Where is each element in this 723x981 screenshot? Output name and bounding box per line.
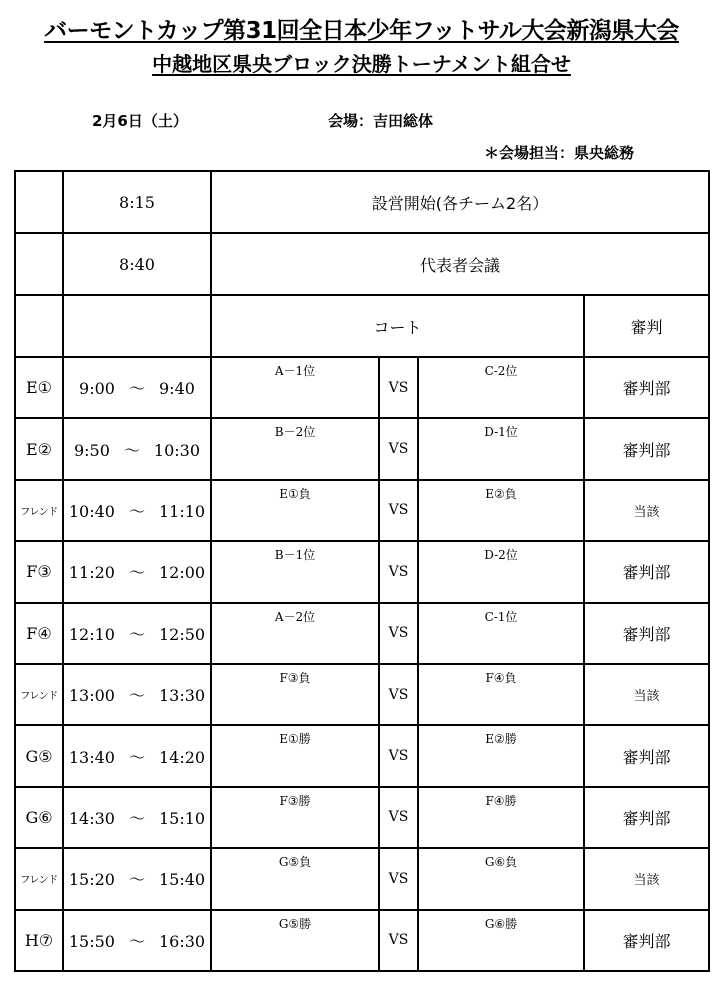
event-venue: 会場：吉田総体 xyxy=(328,112,434,130)
referee: 当該 xyxy=(584,848,709,909)
document-subtitle: 中越地区県央ブロック決勝トーナメント組合せ xyxy=(152,52,571,76)
match-id: E① xyxy=(15,357,63,418)
match-id: E② xyxy=(15,418,63,479)
schedule-table xyxy=(14,170,710,972)
header-time-cell xyxy=(63,295,211,357)
team-b: C-2位 xyxy=(418,357,584,418)
end-time: 11:10 xyxy=(159,501,206,521)
match-row xyxy=(15,418,709,479)
referee: 審判部 xyxy=(584,418,709,479)
end-time: 10:30 xyxy=(153,440,201,460)
venue-manager: ＊会場担当：県央総務 xyxy=(484,144,635,162)
match-row xyxy=(15,480,709,541)
referee: 審判部 xyxy=(584,357,709,418)
match-time xyxy=(63,848,211,909)
match-time xyxy=(63,910,211,971)
match-time xyxy=(63,787,211,848)
start-time: 9:00 xyxy=(79,379,115,399)
match-time xyxy=(63,664,211,725)
match-id: G⑤ xyxy=(15,725,63,786)
time-separator: ～ xyxy=(128,624,145,644)
time-separator: ～ xyxy=(128,379,145,399)
vs-label: VS xyxy=(379,910,418,971)
referee: 審判部 xyxy=(584,603,709,664)
time-separator: ～ xyxy=(128,931,145,951)
referee: 審判部 xyxy=(584,910,709,971)
opening-row xyxy=(15,171,709,233)
vs-label: VS xyxy=(379,418,418,479)
column-header-row xyxy=(15,295,709,357)
start-time: 12:10 xyxy=(68,624,115,644)
team-a: E①勝 xyxy=(211,725,379,786)
referee: 審判部 xyxy=(584,787,709,848)
end-time: 13:30 xyxy=(159,686,206,706)
opening-time: 8:15 xyxy=(63,171,211,233)
match-row xyxy=(15,848,709,909)
time-separator: ～ xyxy=(128,747,145,767)
match-time xyxy=(63,357,211,418)
match-id: G⑥ xyxy=(15,787,63,848)
match-time xyxy=(63,603,211,664)
team-a: B－1位 xyxy=(211,541,379,602)
referee: 審判部 xyxy=(584,541,709,602)
vs-label: VS xyxy=(379,603,418,664)
end-time: 12:00 xyxy=(159,563,206,583)
match-row xyxy=(15,725,709,786)
team-a: B－2位 xyxy=(211,418,379,479)
match-row xyxy=(15,541,709,602)
match-time xyxy=(63,418,211,479)
meeting-time: 8:40 xyxy=(63,233,211,295)
time-separator: ～ xyxy=(128,808,145,828)
team-a: G⑤勝 xyxy=(211,910,379,971)
time-separator: ～ xyxy=(128,501,145,521)
end-time: 12:50 xyxy=(159,624,206,644)
meeting-id-cell xyxy=(15,233,63,295)
court-column-header: コート xyxy=(211,295,584,357)
end-time: 9:40 xyxy=(159,379,195,399)
event-date: 2月6日（土） xyxy=(92,112,188,130)
team-a: A－2位 xyxy=(211,603,379,664)
start-time: 13:40 xyxy=(68,747,115,767)
match-row xyxy=(15,603,709,664)
time-separator: ～ xyxy=(128,870,145,890)
meeting-row xyxy=(15,233,709,295)
match-time xyxy=(63,541,211,602)
team-b: G⑥負 xyxy=(418,848,584,909)
document-title: バーモントカップ第31回全日本少年フットサル大会新潟県大会 xyxy=(44,18,679,44)
vs-label: VS xyxy=(379,480,418,541)
start-time: 13:00 xyxy=(68,686,115,706)
match-id: F④ xyxy=(15,603,63,664)
match-row xyxy=(15,664,709,725)
team-b: E②負 xyxy=(418,480,584,541)
team-a: A－1位 xyxy=(211,357,379,418)
start-time: 14:30 xyxy=(68,808,115,828)
time-separator: ～ xyxy=(128,686,145,706)
match-time xyxy=(63,480,211,541)
team-b: G⑥勝 xyxy=(418,910,584,971)
match-row xyxy=(15,357,709,418)
meeting-label: 代表者会議 xyxy=(211,233,709,295)
team-b: F④勝 xyxy=(418,787,584,848)
end-time: 14:20 xyxy=(159,747,206,767)
vs-label: VS xyxy=(379,664,418,725)
team-b: C-1位 xyxy=(418,603,584,664)
match-time xyxy=(63,725,211,786)
end-time: 16:30 xyxy=(159,931,206,951)
vs-label: VS xyxy=(379,787,418,848)
start-time: 11:20 xyxy=(68,563,115,583)
match-row xyxy=(15,787,709,848)
team-a: F③勝 xyxy=(211,787,379,848)
team-b: D-1位 xyxy=(418,418,584,479)
end-time: 15:10 xyxy=(159,808,206,828)
opening-label: 設営開始(各チーム2名） xyxy=(211,171,709,233)
time-separator: ～ xyxy=(128,563,145,583)
match-id: F③ xyxy=(15,541,63,602)
vs-label: VS xyxy=(379,725,418,786)
start-time: 15:20 xyxy=(68,870,115,890)
start-time: 9:50 xyxy=(73,440,110,460)
team-b: D-2位 xyxy=(418,541,584,602)
header-id-cell xyxy=(15,295,63,357)
referee-column-header: 審判 xyxy=(584,295,709,357)
vs-label: VS xyxy=(379,357,418,418)
match-id: フレンド xyxy=(15,848,63,909)
team-b: E②勝 xyxy=(418,725,584,786)
vs-label: VS xyxy=(379,541,418,602)
match-id: フレンド xyxy=(15,664,63,725)
team-a: F③負 xyxy=(211,664,379,725)
start-time: 10:40 xyxy=(68,501,115,521)
time-separator: ～ xyxy=(123,440,140,460)
match-id: H⑦ xyxy=(15,910,63,971)
referee: 当該 xyxy=(584,480,709,541)
vs-label: VS xyxy=(379,848,418,909)
referee: 当該 xyxy=(584,664,709,725)
start-time: 15:50 xyxy=(68,931,115,951)
match-row xyxy=(15,910,709,971)
opening-id-cell xyxy=(15,171,63,233)
team-a: E①負 xyxy=(211,480,379,541)
team-a: G⑤負 xyxy=(211,848,379,909)
end-time: 15:40 xyxy=(159,870,206,890)
match-id: フレンド xyxy=(15,480,63,541)
referee: 審判部 xyxy=(584,725,709,786)
team-b: F④負 xyxy=(418,664,584,725)
